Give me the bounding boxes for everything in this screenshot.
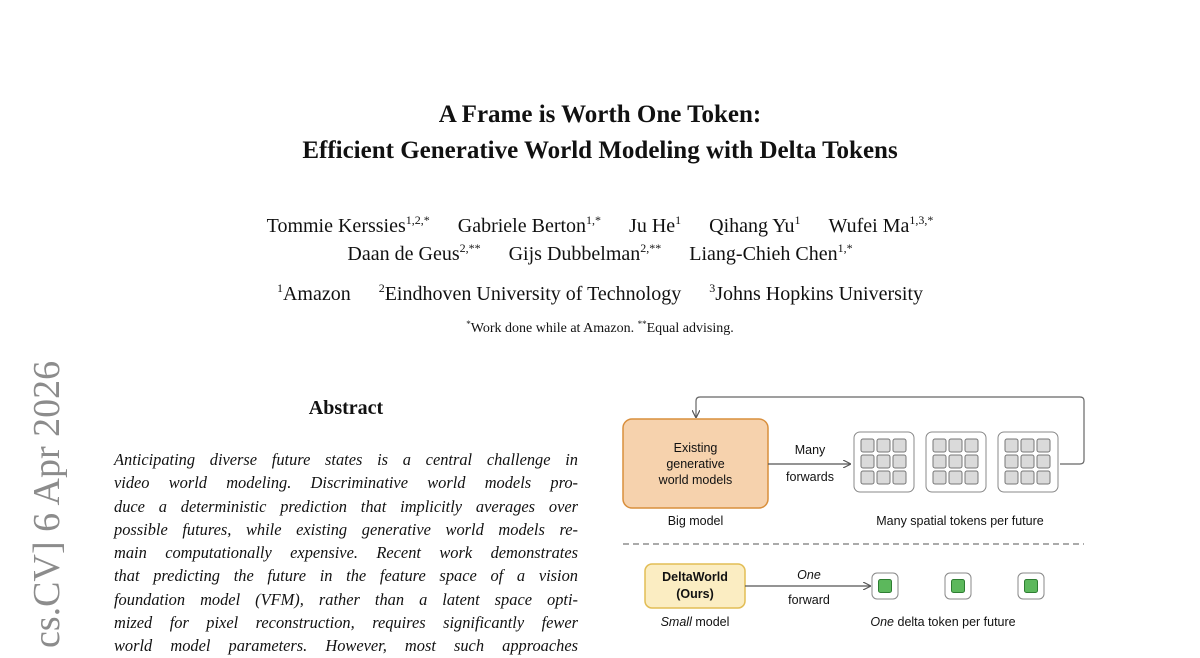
spatial-token xyxy=(861,471,874,484)
affiliation-0 xyxy=(277,283,351,305)
spatial-token xyxy=(1037,455,1050,468)
author-4 xyxy=(829,215,934,237)
author-name: Liang-Chieh Chen xyxy=(689,243,838,265)
note-marker-2: ** xyxy=(637,319,647,329)
existing-box-line2: generative xyxy=(666,457,725,471)
author-2 xyxy=(629,215,681,237)
spatial-token xyxy=(1005,439,1018,452)
abstract-line: duce a deterministic prediction that implicitly averages over xyxy=(114,496,578,516)
authors-row-1 xyxy=(0,212,1200,240)
abstract-line: Anticipating diverse future states is a central challenge in xyxy=(114,450,578,469)
author-affil-marker: 1,3,* xyxy=(909,213,934,227)
forward-label: forward xyxy=(788,593,830,607)
deltaworld-line2: (Ours) xyxy=(676,587,714,601)
paper-title-line2: Efficient Generative World Modeling with Delta Tokens xyxy=(302,137,898,164)
one-label: One xyxy=(797,568,821,582)
delta-tokens xyxy=(872,573,1044,599)
affiliations xyxy=(0,280,1200,308)
affiliation-marker: 2 xyxy=(378,281,385,295)
delta-token xyxy=(952,580,965,593)
model-word: model xyxy=(691,615,730,629)
author-name: Wufei Ma xyxy=(828,215,910,237)
author-note xyxy=(0,320,1200,338)
spatial-token xyxy=(1021,471,1034,484)
spatial-token xyxy=(965,439,978,452)
author-name: Daan de Geus xyxy=(347,243,460,265)
abstract-line: possible futures, while existing generative world models re- xyxy=(114,519,578,539)
teaser-figure xyxy=(618,392,1088,648)
affiliation-marker: 3 xyxy=(709,281,716,295)
forwards-label: forwards xyxy=(786,470,834,484)
author-name: Ju He xyxy=(629,215,676,237)
affiliation-name: Johns Hopkins University xyxy=(715,283,924,305)
author-affil-marker: 1 xyxy=(675,213,682,227)
note-text-2: Equal advising. xyxy=(646,321,734,336)
spatial-token xyxy=(893,439,906,452)
author-name: Qihang Yu xyxy=(709,215,795,237)
spatial-token xyxy=(949,439,962,452)
abstract-line: mized for pixel reconstruction, requires significantly fewer xyxy=(114,613,578,633)
spatial-token xyxy=(933,455,946,468)
spatial-token xyxy=(861,439,874,452)
spatial-token xyxy=(933,439,946,452)
spatial-token xyxy=(877,455,890,468)
abstract-line: foundation model (VFM), rather than a latent space opti- xyxy=(114,589,578,609)
spatial-token xyxy=(1037,439,1050,452)
abstract-line: video world modeling. Discriminative world models pro- xyxy=(114,473,578,493)
spatial-token xyxy=(877,439,890,452)
abstract-line: that predicting the future in the feature space of a vision xyxy=(114,566,578,586)
abstract-line: world model parameters. However, most such approaches xyxy=(114,636,578,656)
many-tokens-label: Many spatial tokens per future xyxy=(876,514,1044,528)
author-2 xyxy=(689,243,852,265)
deltaworld-line1: DeltaWorld xyxy=(662,570,728,584)
spatial-token-grids xyxy=(854,432,1058,492)
author-affil-marker: 1,2,* xyxy=(405,213,430,227)
spatial-token xyxy=(877,471,890,484)
author-0 xyxy=(347,243,480,265)
small-model-label xyxy=(661,615,730,629)
author-affil-marker: 1,* xyxy=(586,213,602,227)
note-marker-1: * xyxy=(466,319,471,329)
affiliation-2 xyxy=(709,283,923,305)
delta-tokens-label xyxy=(870,615,1015,629)
spatial-token xyxy=(1037,471,1050,484)
spatial-token xyxy=(965,471,978,484)
spatial-token xyxy=(1021,439,1034,452)
spatial-token xyxy=(893,455,906,468)
one-word: One xyxy=(870,615,895,629)
author-1 xyxy=(509,243,662,265)
spatial-token xyxy=(965,455,978,468)
many-label: Many xyxy=(794,443,826,457)
spatial-token xyxy=(893,471,906,484)
author-0 xyxy=(267,215,430,237)
affiliation-name: Eindhoven University of Technology xyxy=(384,283,682,305)
delta-token xyxy=(1025,580,1038,593)
author-affil-marker: 1 xyxy=(794,213,801,227)
spatial-token xyxy=(1005,455,1018,468)
delta-token xyxy=(879,580,892,593)
author-name: Gijs Dubbelman xyxy=(508,243,641,265)
spatial-token xyxy=(861,455,874,468)
spatial-token xyxy=(949,471,962,484)
abstract-heading: Abstract xyxy=(308,397,384,419)
big-model-label: Big model xyxy=(667,514,724,528)
spatial-token xyxy=(1005,471,1018,484)
abstract-body xyxy=(114,448,578,658)
author-affil-marker: 1,* xyxy=(837,241,853,255)
author-affil-marker: 2,** xyxy=(459,241,481,255)
small-word: Small xyxy=(660,615,692,629)
existing-box-line1: Existing xyxy=(673,441,718,455)
author-3 xyxy=(709,215,800,237)
affiliation-1 xyxy=(379,283,682,305)
note-text-1: Work done while at Amazon. xyxy=(470,321,638,336)
authors-row-2 xyxy=(0,240,1200,268)
spatial-token xyxy=(933,471,946,484)
spatial-token xyxy=(949,455,962,468)
author-name: Gabriele Berton xyxy=(457,215,587,237)
existing-box-line3: world models xyxy=(658,473,733,487)
delta-tokens-word: delta token per future xyxy=(894,615,1016,629)
abstract-line: main computationally expensive. Recent work demonstrates xyxy=(114,543,578,563)
affiliation-name: Amazon xyxy=(282,283,351,305)
paper-title-line1: A Frame is Worth One Token: xyxy=(438,101,762,128)
author-name: Tommie Kerssies xyxy=(266,215,406,237)
affiliation-marker: 1 xyxy=(276,281,283,295)
author-1 xyxy=(458,215,601,237)
spatial-token xyxy=(1021,455,1034,468)
arxiv-stamp: cs.CV] 6 Apr 2026 xyxy=(26,360,68,648)
author-affil-marker: 2,** xyxy=(640,241,662,255)
